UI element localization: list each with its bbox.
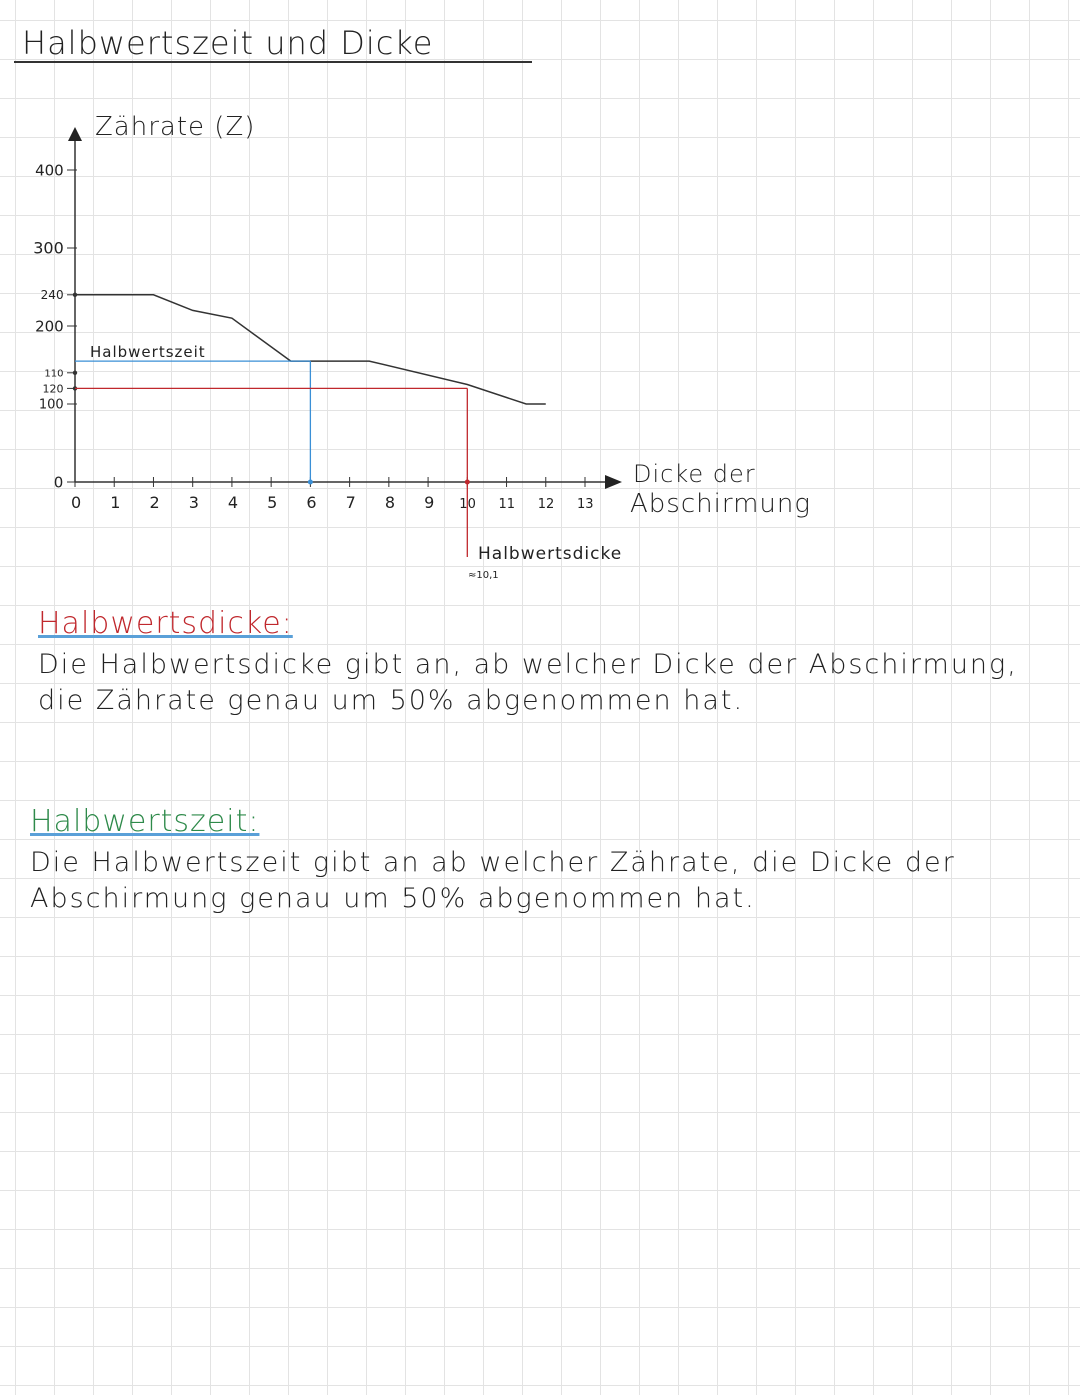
x-tick-label: 5 xyxy=(267,493,278,512)
y-tick-label: 110 xyxy=(44,368,64,380)
section-heading-halbwertszeit: Halbwertszeit: xyxy=(30,804,260,839)
y-tick-label: 240 xyxy=(40,288,64,302)
x-axis-label-line1: Dicke der xyxy=(633,460,756,488)
y-tick-label: 200 xyxy=(35,317,64,336)
chart xyxy=(0,0,1080,600)
marker-sublabel-halbwertsdicke: ≈10,1 xyxy=(468,570,499,581)
y-tick-label: 120 xyxy=(42,382,64,396)
y-axis-arrow xyxy=(68,127,82,141)
section-heading-halbwertsdicke: Halbwertsdicke: xyxy=(38,606,293,641)
x-tick-label: 3 xyxy=(188,493,199,512)
x-axis-label-line2: Abschirmung xyxy=(630,489,811,519)
x-tick-label: 4 xyxy=(227,493,239,512)
section-halbwertszeit xyxy=(30,804,1050,917)
x-tick-label: 6 xyxy=(306,493,317,512)
x-tick-label: 7 xyxy=(345,493,356,512)
marker-label-halbwertsdicke: Halbwertsdicke xyxy=(478,544,623,564)
x-tick-label: 1 xyxy=(110,493,121,512)
x-tick-label: 9 xyxy=(424,493,435,512)
x-tick-label: 13 xyxy=(577,497,594,512)
y-tick-label: 400 xyxy=(35,161,64,180)
x-tick-label: 0 xyxy=(71,493,82,512)
marker-axis-dot xyxy=(308,480,313,485)
x-tick-label: 2 xyxy=(149,493,160,512)
section-text-halbwertszeit: Die Halbwertszeit gibt an ab welcher Zährate, die Dicke der Abschirmung genau um 50% abgenommen hat. xyxy=(30,847,956,914)
x-tick-label: 8 xyxy=(384,493,396,512)
y-tick-label: 0 xyxy=(53,473,64,492)
x-tick-label: 12 xyxy=(537,497,555,512)
y-tick-label: 300 xyxy=(33,238,64,258)
marker-axis-dot xyxy=(465,480,470,485)
marker-label-halbwertszeit: Halbwertszeit xyxy=(90,343,206,361)
y-tick-label: 100 xyxy=(38,397,64,413)
x-tick-label: 11 xyxy=(498,497,516,512)
x-axis-arrow xyxy=(605,475,622,489)
section-text-halbwertsdicke: Die Halbwertsdicke gibt an, ab welcher Dicke der Abschirmung, die Zährate genau um 50% abgenommen hat. xyxy=(38,649,1018,716)
section-halbwertsdicke xyxy=(38,606,1058,719)
y-axis-label: Zährate (Z) xyxy=(95,112,256,142)
x-tick-label: 10 xyxy=(459,497,476,512)
page-title: Halbwertszeit und Dicke xyxy=(22,24,434,62)
